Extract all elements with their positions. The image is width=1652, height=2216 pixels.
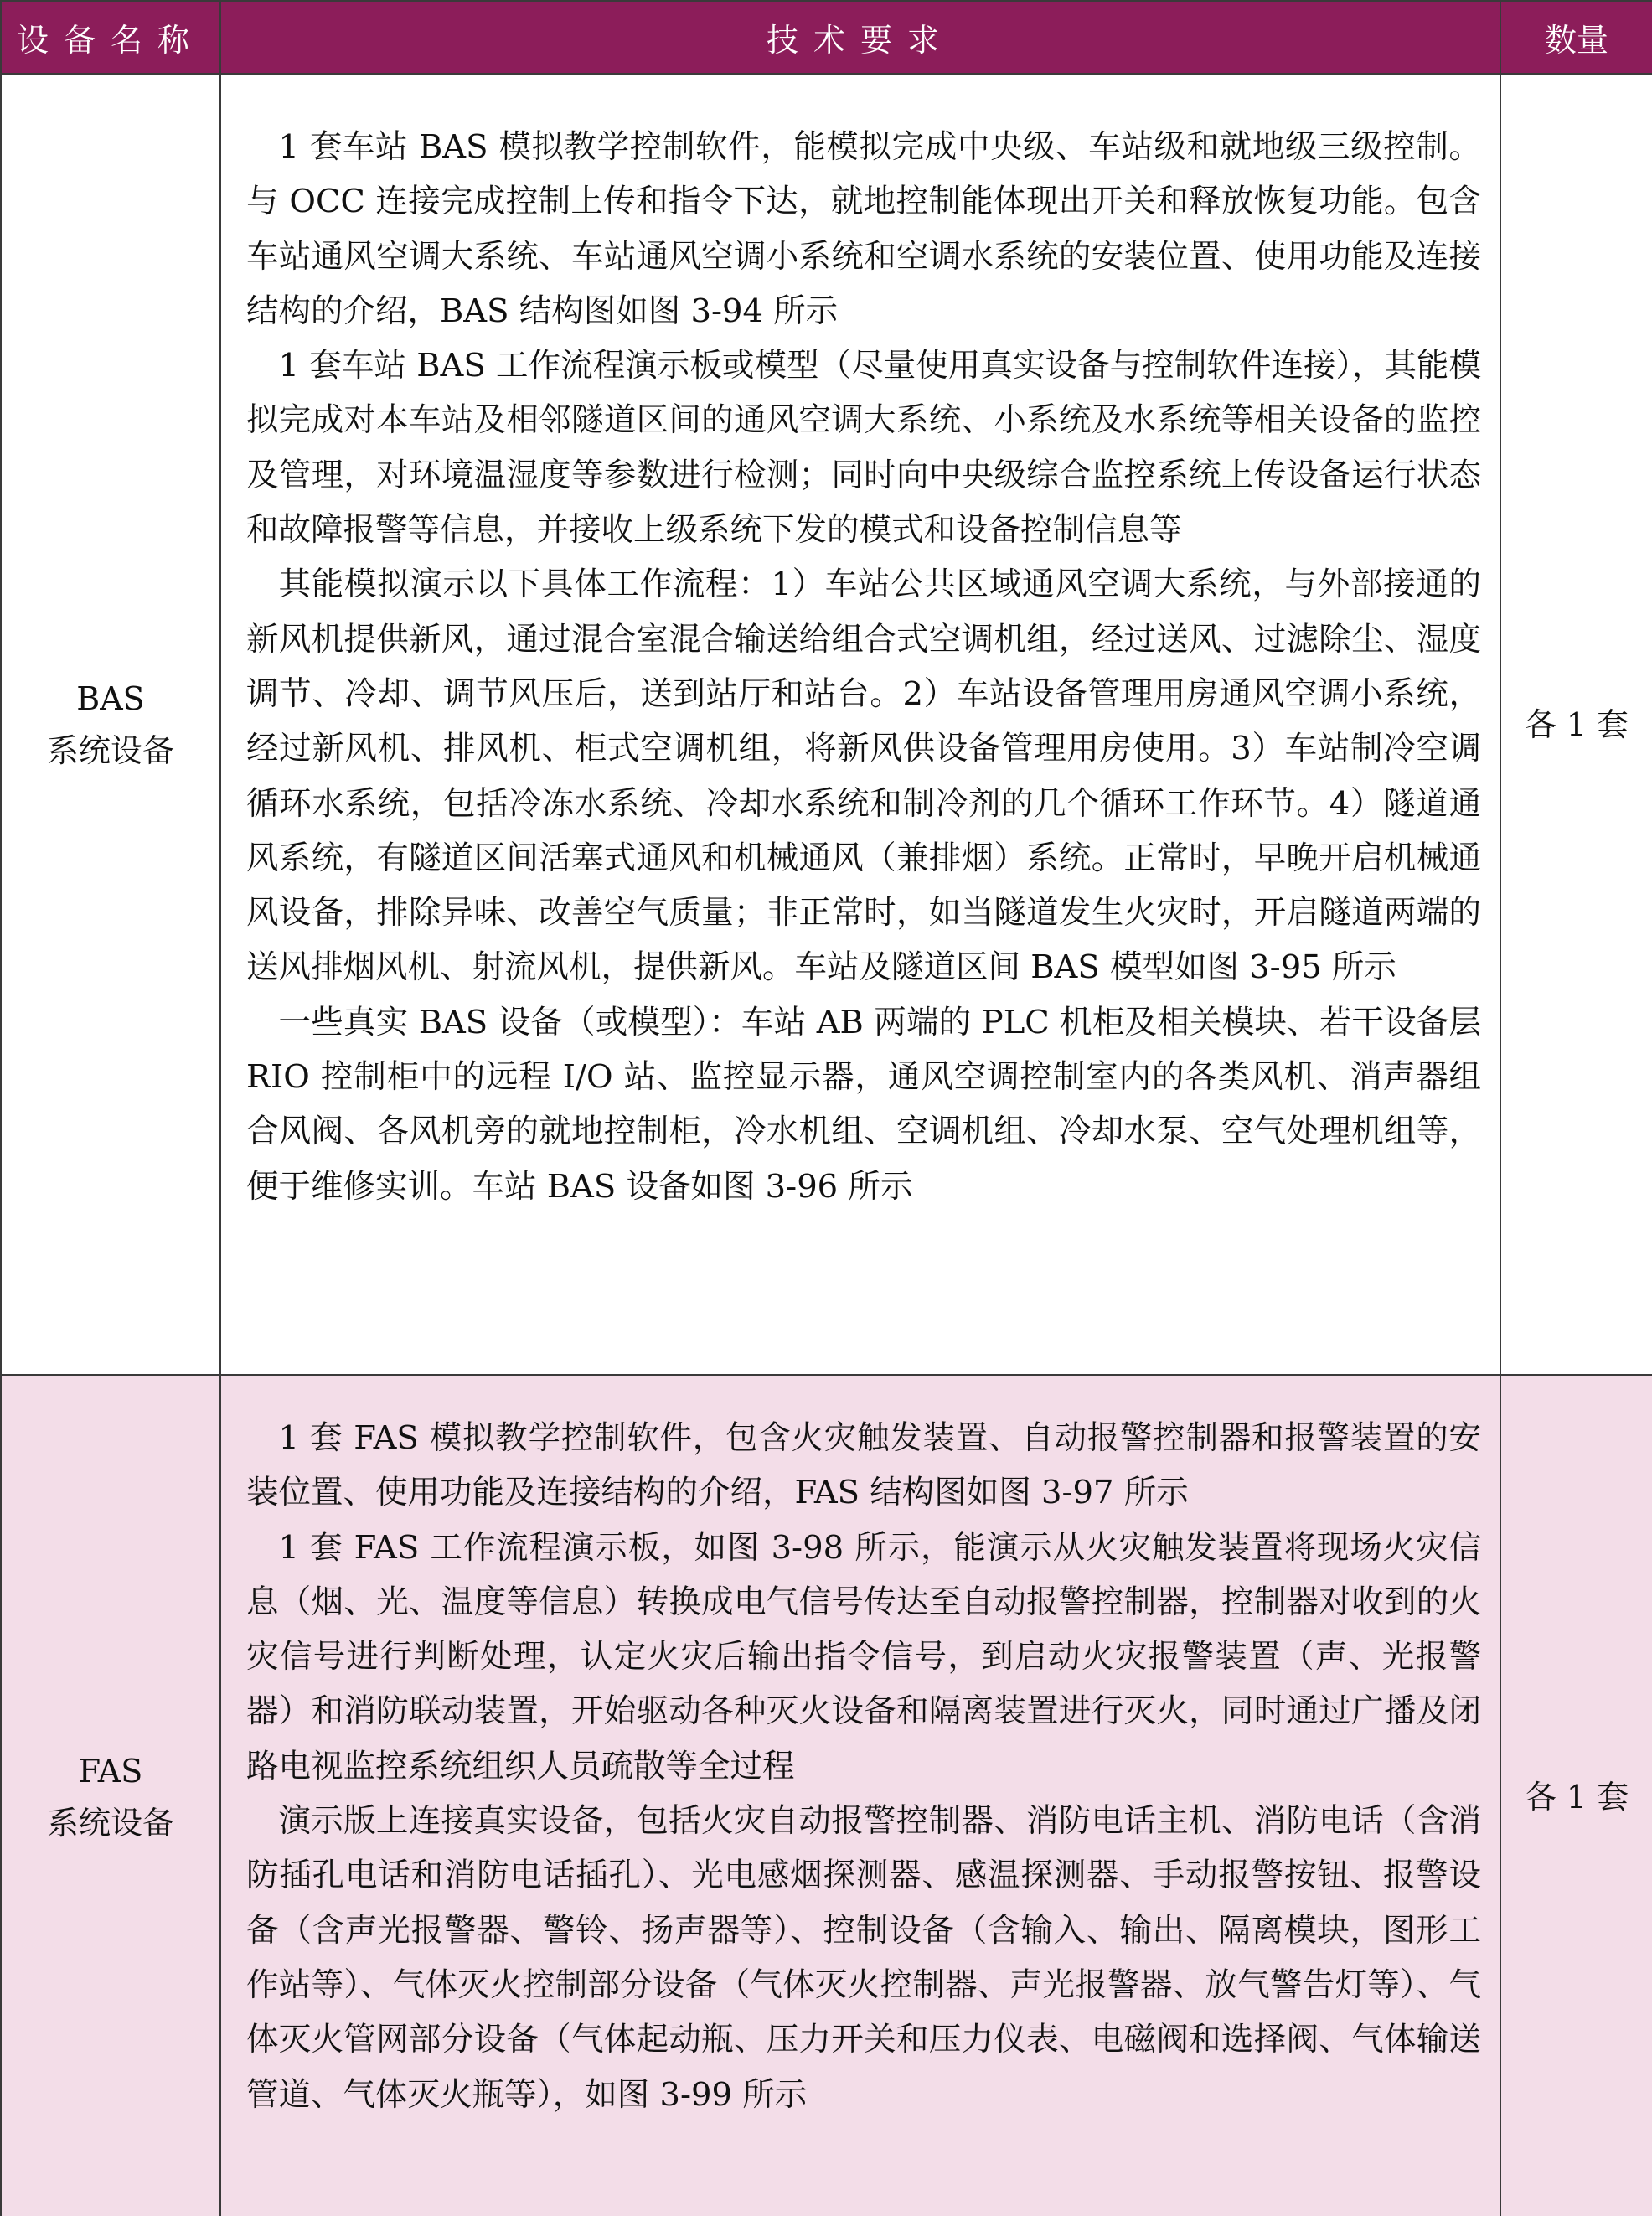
quantity-cell: 各 1 套 (1500, 74, 1652, 1375)
requirements-cell (220, 74, 1500, 1375)
header-equipment-name: 设备名称 (1, 1, 220, 74)
equipment-name-line1: BAS (76, 679, 145, 717)
table-row-fas (1, 1375, 1652, 2216)
requirement-paragraph: 1 套 FAS 模拟教学控制软件，包含火灾触发装置、自动报警控制器和报警装置的安装位置、使用功能及连接结构的介绍，FAS 结构图如图 3-97 所示 (246, 1419, 1481, 1512)
requirement-paragraph: 一些真实 BAS 设备（或模型）：车站 AB 两端的 PLC 机柜及相关模块、若干设备层 RIO 控制柜中的远程 I/O 站、监控显示器，通风空调控制室内的各类风机、消声器组合风阀、各风机旁的就地控制柜，冷水机组、空调机组、冷却水泵、空气处理机组等，便于维修实训。车站 BAS 设备如图 3-96 所示 (246, 1003, 1481, 1206)
header-quantity: 数量 (1500, 1, 1652, 74)
requirement-paragraph: 1 套 FAS 工作流程演示板，如图 3-98 所示，能演示从火灾触发装置将现场火灾信息（烟、光、温度等信息）转换成电气信号传达至自动报警控制器，控制器对收到的火灾信号进行判断处理，认定火灾后输出指令信号，到启动火灾报警装置（声、光报警器）和消防联动装置，开始驱动各种灭火设备和隔离装置进行灭火，同时通过广播及闭路电视监控系统组织人员疏散等全过程 (246, 1528, 1481, 1785)
requirements-cell (220, 1375, 1500, 2216)
equipment-name-cell (1, 1375, 220, 2216)
requirement-paragraph: 1 套车站 BAS 工作流程演示板或模型（尽量使用真实设备与控制软件连接），其能模拟完成对本车站及相邻隧道区间的通风空调大系统、小系统及水系统等相关设备的监控及管理，对环境温湿度等参数进行检测；同时向中央级综合监控系统上传设备运行状态和故障报警等信息，并接收上级系统下发的模式和设备控制信息等 (246, 347, 1481, 550)
equipment-name-line1: FAS (78, 1752, 143, 1790)
table-row-bas (1, 74, 1652, 1375)
quantity-cell: 各 1 套 (1500, 1375, 1652, 2216)
requirement-paragraph: 1 套车站 BAS 模拟教学控制软件，能模拟完成中央级、车站级和就地级三级控制。与 OCC 连接完成控制上传和指令下达，就地控制能体现出开关和释放恢复功能。包含车站通风空调大系统、车站通风空调小系统和空调水系统的安装位置、使用功能及连接结构的介绍，BAS 结构图如图 3-94 所示 (246, 128, 1481, 330)
equipment-name-line2: 系统设备 (46, 731, 174, 769)
requirement-paragraph: 其能模拟演示以下具体工作流程：1）车站公共区域通风空调大系统，与外部接通的新风机提供新风，通过混合室混合输送给组合式空调机组，经过送风、过滤除尘、湿度调节、冷却、调节风压后，送到站厅和站台。2）车站设备管理用房通风空调小系统，经过新风机、排风机、柜式空调机组，将新风供设备管理用房使用。3）车站制冷空调循环水系统，包括冷冻水系统、冷却水系统和制冷剂的几个循环工作环节。4）隧道通风系统，有隧道区间活塞式通风和机械通风（兼排烟）系统。正常时，早晚开启机械通风设备，排除异味、改善空气质量；非正常时，如当隧道发生火灾时，开启隧道两端的送风排烟风机、射流风机，提供新风。车站及隧道区间 BAS 模型如图 3-95 所示 (246, 566, 1481, 987)
table-header-row (1, 1, 1652, 74)
equipment-name-line2: 系统设备 (46, 1804, 174, 1842)
header-technical-requirements: 技术要求 (220, 1, 1500, 74)
equipment-name-cell (1, 74, 220, 1375)
requirement-paragraph: 演示版上连接真实设备，包括火灾自动报警控制器、消防电话主机、消防电话（含消防插孔电话和消防电话插孔）、光电感烟探测器、感温探测器、手动报警按钮、报警设备（含声光报警器、警铃、扬声器等）、控制设备（含输入、输出、隔离模块，图形工作站等）、气体灭火控制部分设备（气体灭火控制器、声光报警器、放气警告灯等）、气体灭火管网部分设备（气体起动瓶、压力开关和压力仪表、电磁阀和选择阀、气体输送管道、气体灭火瓶等），如图 3-99 所示 (246, 1802, 1481, 2114)
